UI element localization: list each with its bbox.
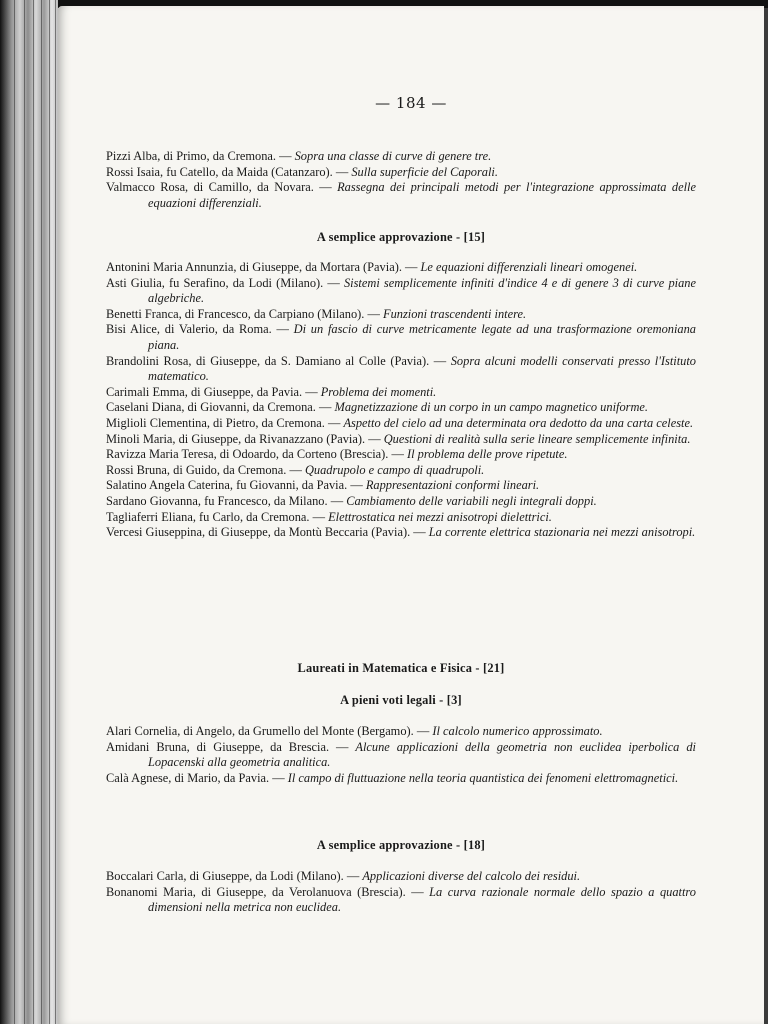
thesis-entry <box>106 307 696 323</box>
entry-dash: — <box>276 149 295 163</box>
entry-author: Amidani Bruna, di Giuseppe, da Brescia. <box>106 739 330 754</box>
entries-block-3 <box>106 724 696 786</box>
thesis-entry <box>106 432 696 448</box>
thesis-entry <box>106 416 696 432</box>
entry-dash: — <box>413 724 433 738</box>
thesis-entry <box>106 149 696 165</box>
entry-dash: — <box>347 478 366 493</box>
entries-block-1 <box>106 149 696 211</box>
entry-dash: — <box>364 306 383 321</box>
thesis-entry <box>106 869 696 885</box>
page-number: — 184 — <box>375 94 447 112</box>
entry-dash: — <box>365 431 384 446</box>
thesis-entry <box>106 463 696 479</box>
entry-dash: — <box>329 739 356 754</box>
entries-block-2 <box>106 260 696 541</box>
entry-dash: — <box>313 180 338 195</box>
entry-thesis-title: La curva razionale normale dello spazio a quattro dimensioni nella metrica non euclidea. <box>148 884 696 915</box>
thesis-entry <box>106 322 696 353</box>
thesis-entry <box>106 771 696 787</box>
entry-author: Rossi Bruna, di Guido, da Cremona. <box>106 462 287 477</box>
entry-thesis-title: Problema dei momenti. <box>320 384 437 399</box>
thesis-entry <box>106 260 696 276</box>
thesis-entry <box>106 165 696 181</box>
entry-dash: — <box>309 509 329 524</box>
entry-author: Caselani Diana, di Giovanni, da Cremona. <box>106 400 316 415</box>
entry-author: Alari Cornelia, di Angelo, da Grumello del Monte (Bergamo). <box>106 724 414 738</box>
entry-author: Carimali Emma, di Giuseppe, da Pavia. <box>106 384 303 399</box>
thesis-entry <box>106 740 696 771</box>
entry-dash: — <box>315 400 335 415</box>
entry-dash: — <box>327 493 347 508</box>
heading-laureati-matematica-fisica: Laureati in Matematica e Fisica - [21] <box>297 661 505 675</box>
entry-dash: — <box>302 384 321 399</box>
thesis-entry <box>106 447 696 463</box>
entry-thesis-title: Magnetizzazione di un corpo in un campo magnetico uniforme. <box>334 400 649 415</box>
thesis-entry <box>106 724 696 740</box>
entry-dash: — <box>405 884 430 899</box>
entry-author: Brandolini Rosa, di Giuseppe, da S. Damiano al Colle (Pavia). <box>106 353 430 368</box>
entry-thesis-title: La corrente elettrica stazionaria nei mezzi anisotropi. <box>428 525 696 540</box>
thesis-entry <box>106 400 696 416</box>
entry-dash: — <box>429 353 451 368</box>
entry-author: Miglioli Clementina, di Pietro, da Cremona. <box>106 415 325 430</box>
entry-dash: — <box>388 447 407 462</box>
entry-dash: — <box>410 525 429 540</box>
entry-author: Antonini Maria Annunzia, di Giuseppe, da Mortara (Pavia). <box>106 260 402 274</box>
entry-thesis-title: Rassegna dei principali metodi per l'integrazione approssimata delle equazioni differenziali. <box>148 180 696 210</box>
entry-author: Valmacco Rosa, di Camillo, da Novara. <box>106 180 314 195</box>
entry-dash: — <box>324 415 344 430</box>
heading-semplice-approvazione-15: A semplice approvazione - [15] <box>316 230 486 244</box>
entry-author: Vercesi Giuseppina, di Giuseppe, da Montù Beccaria (Pavia). <box>106 525 411 540</box>
entry-thesis-title: Alcune applicazioni della geometria non euclidea iperbolica di Lopacenski alla geometria analitica. <box>148 739 696 770</box>
entry-thesis-title: Aspetto del cielo ad una determinata ora dedotto da una carta celeste. <box>343 415 694 430</box>
entry-dash: — <box>286 462 305 477</box>
entry-dash: — <box>323 275 344 290</box>
entry-thesis-title: Il campo di fluttuazione nella teoria quantistica dei fenomeni elettromagnetici. <box>287 770 679 785</box>
entry-thesis-title: Il calcolo numerico approssimato. <box>432 724 603 738</box>
entry-thesis-title: Sulla superficie del Caporali. <box>351 164 498 179</box>
thesis-entry <box>106 276 696 307</box>
entry-author: Calà Agnese, di Mario, da Pavia. <box>106 770 270 785</box>
thesis-entry <box>106 180 696 211</box>
entry-thesis-title: Applicazioni diverse del calcolo dei residui. <box>362 869 581 883</box>
entry-thesis-title: Di un fascio di curve metricamente legate ad una trasformazione oremoniana piana. <box>148 322 696 352</box>
entry-thesis-title: Cambiamento delle variabili negli integrali doppi. <box>346 493 597 508</box>
entry-dash: — <box>401 260 421 274</box>
entry-thesis-title: Sopra una classe di curve di genere tre. <box>294 149 492 163</box>
entry-author: Benetti Franca, di Francesco, da Carpiano (Milano). <box>106 306 365 321</box>
entry-thesis-title: Questioni di realità sulla serie lineare semplicemente infinita. <box>383 431 691 446</box>
heading-semplice-approvazione-18: A semplice approvazione - [18] <box>316 838 486 852</box>
entry-author: Tagliaferri Eliana, fu Carlo, da Cremona. <box>106 509 310 524</box>
heading-pieni-voti-legali: A pieni voti legali - [3] <box>340 693 462 707</box>
entry-dash: — <box>271 322 294 337</box>
entry-thesis-title: Il problema delle prove ripetute. <box>407 447 568 462</box>
entry-dash: — <box>332 164 352 179</box>
entry-author: Ravizza Maria Teresa, di Odoardo, da Corteno (Brescia). <box>106 447 389 462</box>
entry-author: Boccalari Carla, di Giuseppe, da Lodi (Milano). <box>106 869 344 883</box>
entry-author: Bisi Alice, di Valerio, da Roma. <box>106 322 272 337</box>
entry-thesis-title: Rappresentazioni conformi lineari. <box>365 478 540 493</box>
entry-thesis-title: Sistemi semplicemente infiniti d'indice 4 e di genere 3 di curve piane algebriche. <box>148 275 696 306</box>
entry-author: Sardano Giovanna, fu Francesco, da Milano. <box>106 493 328 508</box>
thesis-entry <box>106 525 696 541</box>
entry-author: Asti Giulia, fu Serafino, da Lodi (Milano). <box>106 275 324 290</box>
entry-thesis-title: Funzioni trascendenti intere. <box>383 306 527 321</box>
thesis-entry <box>106 478 696 494</box>
thesis-entry <box>106 510 696 526</box>
entry-author: Rossi Isaia, fu Catello, da Maida (Catanzaro). <box>106 164 333 179</box>
entry-author: Salatino Angela Caterina, fu Giovanni, da Pavia. <box>106 478 348 493</box>
entries-block-4 <box>106 869 696 916</box>
book-binding <box>0 0 62 1024</box>
thesis-entry <box>106 494 696 510</box>
entry-author: Minoli Maria, di Giuseppe, da Rivanazzano (Pavia). <box>106 431 366 446</box>
entry-thesis-title: Quadrupolo e campo di quadrupoli. <box>304 462 485 477</box>
entry-thesis-title: Le equazioni differenziali lineari omogenei. <box>420 260 638 274</box>
entry-thesis-title: Sopra alcuni modelli conservati presso l'Istituto matematico. <box>148 353 696 384</box>
thesis-entry <box>106 885 696 916</box>
entry-dash: — <box>269 770 288 785</box>
entry-author: Pizzi Alba, di Primo, da Cremona. <box>106 149 277 163</box>
thesis-entry <box>106 385 696 401</box>
entry-author: Bonanomi Maria, di Giuseppe, da Verolanuova (Brescia). <box>106 884 406 899</box>
thesis-entry <box>106 354 696 385</box>
entry-thesis-title: Elettrostatica nei mezzi anisotropi dielettrici. <box>328 509 552 524</box>
entry-dash: — <box>343 869 363 883</box>
